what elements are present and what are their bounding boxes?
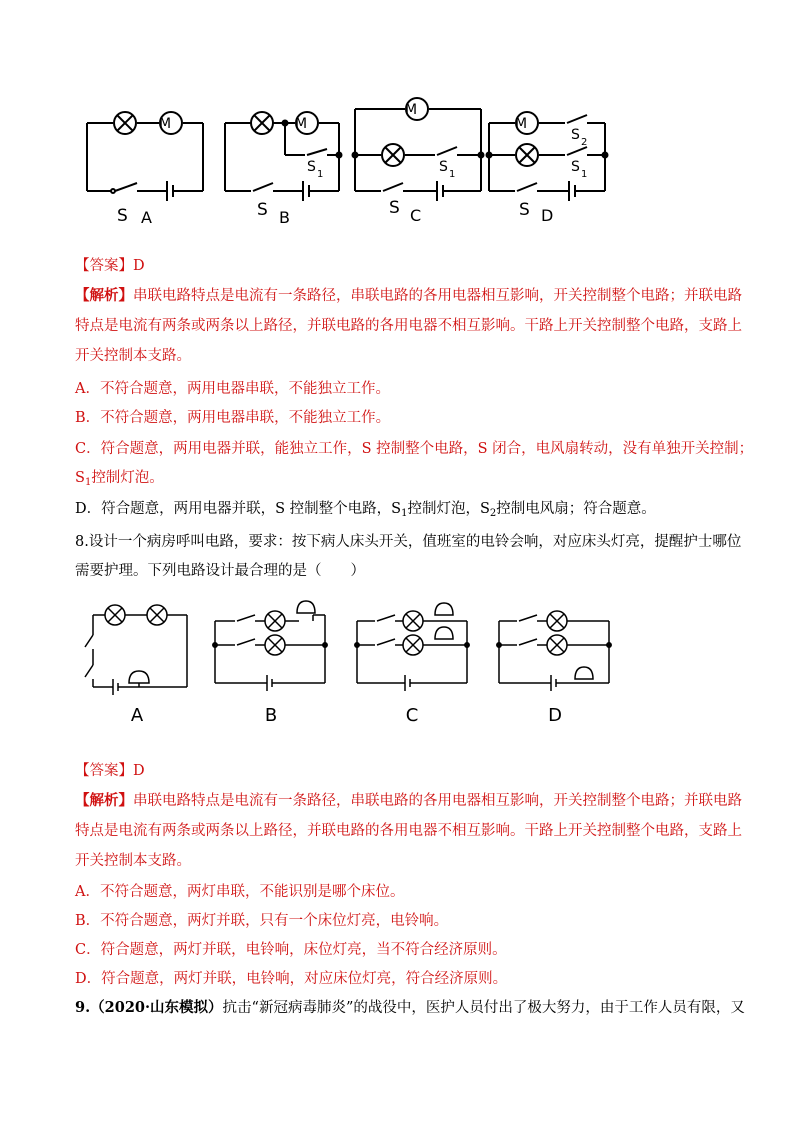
q7-analysis-line-2: 特点是电流有两条或两条以上路径，并联电路的各用电器不相互影响。干路上开关控制整个电路，支路上: [75, 318, 742, 334]
q8-option-d: D．符合题意，两灯并联，电铃响，对应床位灯亮，符合经济原则。: [75, 971, 508, 987]
svg-text:1: 1: [581, 169, 588, 180]
svg-text:M: M: [404, 102, 418, 118]
q8-option-c: C．符合题意，两灯并联，电铃响，床位灯亮，当不符合经济原则。: [75, 942, 507, 958]
q8-circuit-c: [355, 603, 469, 691]
q7-circuit-figure: [75, 95, 635, 235]
svg-text:S: S: [571, 159, 580, 175]
q8-stem-line-2: 需要护理。下列电路设计最合理的是（ ）: [75, 563, 365, 579]
svg-text:S: S: [439, 159, 448, 175]
q8-circuit-figure: [75, 595, 635, 730]
svg-text:2: 2: [581, 137, 588, 148]
q9-source: （2020·山东模拟）: [90, 999, 223, 1016]
q8-analysis-line-2: 特点是电流有两条或两条以上路径，并联电路的各用电器不相互影响。干路上开关控制整个电路，支路上: [75, 823, 742, 839]
svg-text:S: S: [389, 198, 400, 218]
fig-label-c: C: [405, 705, 419, 726]
q8-analysis-line-1: 【解析】串联电路特点是电流有一条路径，串联电路的各用电器相互影响，开关控制整个电路；并联电路: [75, 792, 742, 809]
svg-text:1: 1: [449, 169, 456, 180]
q9-stem-line-1: 9.（2020·山东模拟）抗击“新冠病毒肺炎”的战役中，医护人员付出了极大努力，由于工作人员有限，又: [75, 999, 745, 1016]
switch-s-label: S: [117, 206, 128, 226]
fig-label-a: A: [130, 705, 144, 726]
q7-circuit-c: [353, 98, 484, 201]
svg-text:M: M: [514, 116, 528, 132]
q7-option-a: A．不符合题意，两用电器串联，不能独立工作。: [75, 381, 390, 397]
fig-label-d: D: [541, 206, 554, 225]
fig-label-d: D: [548, 705, 562, 726]
fig-label-b: B: [279, 208, 290, 227]
q8-circuit-a: [85, 605, 187, 695]
q7-analysis-line-1: 【解析】串联电路特点是电流有一条路径，串联电路的各用电器相互影响，开关控制整个电路；并联电路: [75, 287, 742, 304]
motor-label: M: [158, 116, 172, 132]
svg-text:S: S: [257, 200, 268, 220]
svg-text:1: 1: [317, 169, 324, 180]
q7-circuit-d: [487, 112, 608, 201]
q7-analysis-line-3: 开关控制本支路。: [75, 348, 191, 364]
q7-circuit-a: [87, 112, 203, 201]
q8-analysis-line-3: 开关控制本支路。: [75, 853, 191, 869]
q8-answer: 【答案】D: [75, 763, 145, 779]
svg-text:S: S: [571, 127, 580, 143]
q8-circuit-d: [497, 611, 611, 691]
svg-text:M: M: [294, 116, 308, 132]
q7-option-c-line-2: $S_1$控制灯泡。: [75, 470, 164, 488]
q8-stem-line-1: 8.设计一个病房呼叫电路，要求：按下病人床头开关，值班室的电铃会响，对应床头灯亮，提醒护士哪位: [75, 534, 742, 550]
q7-option-c-line-1: C．符合题意，两用电器并联，能独立工作，S 控制整个电路，S 闭合，电风扇转动，没有单独开关控制；: [75, 441, 754, 457]
q7-circuit-b: [225, 112, 342, 201]
q7-option-b: B．不符合题意，两用电器串联，不能独立工作。: [75, 410, 391, 426]
q8-option-b: B．不符合题意，两灯并联，只有一个床位灯亮，电铃响。: [75, 913, 449, 929]
svg-text:S: S: [307, 159, 316, 175]
fig-label-c: C: [410, 206, 422, 225]
q7-option-d: D．符合题意，两用电器并联，S 控制整个电路，$S_1$控制灯泡，$S_2$控制电风扇；符合题意。: [75, 501, 656, 519]
svg-text:S: S: [519, 200, 530, 220]
q7-answer: 【答案】D: [75, 258, 145, 274]
q8-circuit-b: [213, 601, 327, 691]
fig-label-b: B: [264, 705, 278, 726]
q8-option-a: A．不符合题意，两灯串联，不能识别是哪个床位。: [75, 884, 405, 900]
fig-label-a: A: [141, 208, 152, 227]
